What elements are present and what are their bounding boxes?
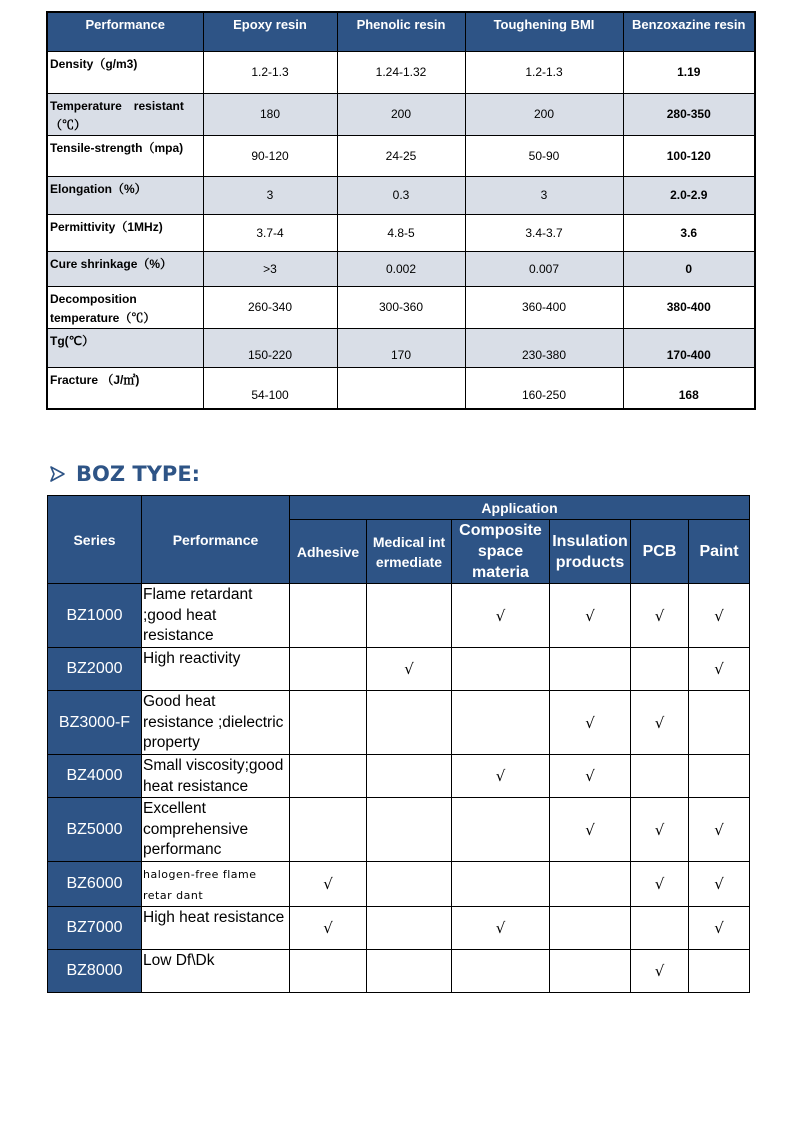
check-mark-cell: √ [290,862,367,907]
cell-value: 3.4-3.7 [465,214,623,251]
check-mark-cell: √ [550,584,631,648]
series-cell: BZ3000-F [48,691,142,755]
check-cell [367,950,452,993]
check-mark-cell: √ [452,907,550,950]
table-row [48,584,750,648]
check-cell [550,950,631,993]
check-mark-cell: √ [631,862,689,907]
header-toughening-bmi: Toughening BMI [465,12,623,51]
check-mark-cell: √ [631,584,689,648]
header-adhesive: Adhesive [290,520,367,584]
header-application: Application [290,496,750,520]
cell-value: 3 [203,176,337,214]
check-mark-cell: √ [689,862,750,907]
check-mark-cell: √ [689,648,750,691]
cell-value: 4.8-5 [337,214,465,251]
header-benzoxazine-resin: Benzoxazine resin [623,12,755,51]
table-row [47,328,755,367]
table-row [47,135,755,176]
check-cell [689,950,750,993]
boz-type-table [47,495,750,993]
cell-value: 260-340 [203,286,337,328]
performance-cell: High heat resistance [142,907,290,950]
performance-cell: Low Df\Dk [142,950,290,993]
series-cell: BZ5000 [48,798,142,862]
check-cell [550,862,631,907]
performance-cell: Small viscosity;good heat resistance [142,755,290,798]
section-title: BOZ TYPE: [76,462,201,486]
check-mark-cell: √ [550,755,631,798]
cell-value: 3 [465,176,623,214]
header-insulation-products: Insulation products [550,520,631,584]
cell-value: 0.007 [465,251,623,286]
check-mark-cell: √ [631,950,689,993]
check-cell [689,755,750,798]
check-cell [550,648,631,691]
cell-value: 3.6 [623,214,755,251]
series-cell: BZ8000 [48,950,142,993]
performance-cell: Good heat resistance ;dielectric property [142,691,290,755]
check-cell [452,950,550,993]
check-mark-cell: √ [452,755,550,798]
cell-value: 50-90 [465,135,623,176]
check-cell [631,907,689,950]
check-mark-cell: √ [631,691,689,755]
check-mark-cell: √ [631,798,689,862]
check-mark-cell: √ [367,648,452,691]
check-cell [367,584,452,648]
check-cell [367,691,452,755]
series-cell: BZ6000 [48,862,142,907]
cell-value: 0 [623,251,755,286]
check-cell [452,691,550,755]
table-header-row [47,12,755,51]
check-cell [290,691,367,755]
check-cell [452,798,550,862]
cell-value: 168 [623,367,755,409]
check-mark-cell: √ [290,907,367,950]
cell-value: 200 [465,93,623,135]
row-label: Tensile-strength（mpa) [47,135,203,176]
row-label: Permittivity（1MHz) [47,214,203,251]
cell-value: 300-360 [337,286,465,328]
cell-value: 180 [203,93,337,135]
table-row [47,286,755,328]
row-label: Temperature resistant（℃） [47,93,203,135]
check-cell [367,798,452,862]
series-cell: BZ7000 [48,907,142,950]
row-label: Density（g/m3) [47,51,203,93]
table-row [48,691,750,755]
header-paint: Paint [689,520,750,584]
cell-value: 160-250 [465,367,623,409]
performance-cell: halogen-free flame retar dant [142,862,290,907]
check-mark-cell: √ [452,584,550,648]
cell-value: 0.002 [337,251,465,286]
cell-value: 150-220 [203,328,337,367]
check-mark-cell: √ [550,798,631,862]
table-row [48,648,750,691]
check-cell [290,584,367,648]
row-label: Elongation（%） [47,176,203,214]
check-cell [367,907,452,950]
performance-cell: High reactivity [142,648,290,691]
check-cell [290,755,367,798]
check-cell [631,755,689,798]
header-pcb: PCB [631,520,689,584]
arrow-bullet-icon [48,464,68,484]
table-header-row [48,496,750,520]
cell-value: 360-400 [465,286,623,328]
cell-value: 24-25 [337,135,465,176]
row-label: Tg(℃） [47,328,203,367]
check-cell [452,862,550,907]
header-composite-space-material: Composite space materia [452,520,550,584]
row-label: Cure shrinkage（%） [47,251,203,286]
check-mark-cell: √ [689,907,750,950]
check-cell [290,648,367,691]
table-row [48,798,750,862]
header-series: Series [48,496,142,584]
table-row [47,176,755,214]
check-cell [550,907,631,950]
check-cell [290,950,367,993]
header-performance: Performance [142,496,290,584]
cell-value [337,367,465,409]
cell-value: 280-350 [623,93,755,135]
check-cell [452,648,550,691]
row-label: Fracture （J/㎡) [47,367,203,409]
check-mark-cell: √ [550,691,631,755]
table-row [47,251,755,286]
table-row [47,367,755,409]
resin-comparison-table [46,11,756,410]
performance-cell: Flame retardant ;good heat resistance [142,584,290,648]
cell-value: 170-400 [623,328,755,367]
check-mark-cell: √ [689,584,750,648]
table-row [48,907,750,950]
check-cell [631,648,689,691]
table-row [47,93,755,135]
cell-value: 200 [337,93,465,135]
cell-value: 380-400 [623,286,755,328]
check-cell [290,798,367,862]
header-phenolic-resin: Phenolic resin [337,12,465,51]
check-cell [689,691,750,755]
check-cell [367,755,452,798]
series-cell: BZ2000 [48,648,142,691]
table-row [48,950,750,993]
cell-value: >3 [203,251,337,286]
table-row [47,214,755,251]
cell-value: 0.3 [337,176,465,214]
cell-value: 90-120 [203,135,337,176]
cell-value: 54-100 [203,367,337,409]
boz-type-heading [48,458,200,490]
series-cell: BZ1000 [48,584,142,648]
table-row [48,755,750,798]
header-medical-intermediate: Medical int ermediate [367,520,452,584]
cell-value: 1.19 [623,51,755,93]
series-cell: BZ4000 [48,755,142,798]
header-performance: Performance [47,12,203,51]
cell-value: 170 [337,328,465,367]
cell-value: 230-380 [465,328,623,367]
performance-cell: Excellent comprehensive performanc [142,798,290,862]
cell-value: 3.7-4 [203,214,337,251]
header-epoxy-resin: Epoxy resin [203,12,337,51]
cell-value: 1.24-1.32 [337,51,465,93]
cell-value: 100-120 [623,135,755,176]
check-mark-cell: √ [689,798,750,862]
check-cell [367,862,452,907]
table-row [48,862,750,907]
row-label: Decomposition temperature（℃） [47,286,203,328]
table-row [47,51,755,93]
cell-value: 1.2-1.3 [203,51,337,93]
cell-value: 1.2-1.3 [465,51,623,93]
cell-value: 2.0-2.9 [623,176,755,214]
